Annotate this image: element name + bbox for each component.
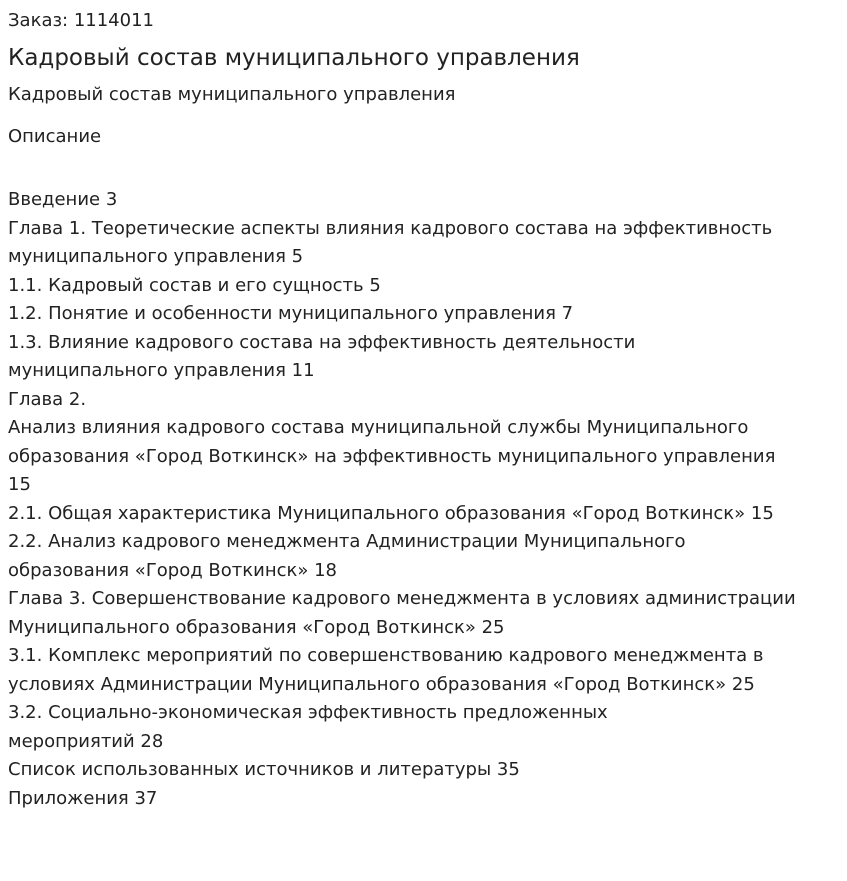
toc-line: Список использованных источников и литературы 35 xyxy=(8,759,520,780)
description-label: Описание xyxy=(8,126,102,147)
toc-line: 2.2. Анализ кадрового менеджмента Администрации Муниципального xyxy=(8,531,686,552)
toc-line: Глава 3. Совершенствование кадрового менеджмента в условиях администрации xyxy=(8,588,796,609)
toc-line: Глава 1. Теоретические аспекты влияния кадрового состава на эффективность xyxy=(8,217,773,239)
toc-line: 3.2. Социально-экономическая эффективность предложенных xyxy=(8,702,608,723)
page-subtitle: Кадровый состав муниципального управления xyxy=(8,84,456,105)
order-number: Заказ: 1114011 xyxy=(8,10,154,31)
toc-line: Анализ влияния кадрового состава муниципальной службы Муниципального xyxy=(8,417,749,438)
toc-line: 3.1. Комплекс мероприятий по совершенствованию кадрового менеджмента в xyxy=(8,645,764,666)
toc-line: Приложения 37 xyxy=(8,787,158,809)
page-title: Кадровый состав муниципального управления xyxy=(8,45,580,71)
toc-line: муниципального управления 5 xyxy=(8,246,304,267)
toc-line: Глава 2. xyxy=(8,388,87,410)
toc-line: муниципального управления 11 xyxy=(8,360,315,381)
toc-line: мероприятий 28 xyxy=(8,730,164,752)
toc-line: образования «Город Воткинск» 18 xyxy=(8,559,338,581)
toc-line: 1.1. Кадровый состав и его сущность 5 xyxy=(8,274,381,296)
toc-line: 2.1. Общая характеристика Муниципального образования «Город Воткинск» 15 xyxy=(8,502,774,524)
toc-line: условиях Администрации Муниципального образования «Город Воткинск» 25 xyxy=(8,673,755,695)
toc-line: 1.2. Понятие и особенности муниципального управления 7 xyxy=(8,303,574,324)
toc-line: Введение 3 xyxy=(8,189,118,210)
toc-line: образования «Город Воткинск» на эффективность муниципального управления xyxy=(8,445,776,467)
table-of-contents xyxy=(8,186,839,813)
toc-line: 1.3. Влияние кадрового состава на эффективность деятельности xyxy=(8,331,636,353)
toc-line: Муниципального образования «Город Воткинск» 25 xyxy=(8,616,505,638)
toc-line: 15 xyxy=(8,474,31,495)
